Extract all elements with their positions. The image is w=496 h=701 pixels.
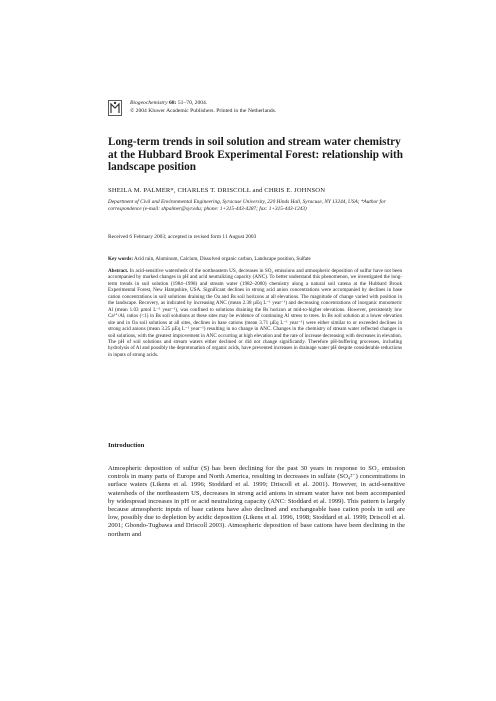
abstract-paragraph	[108, 268, 402, 358]
abstract-text: In acid-sensitive watersheds of the northeastern US, decreases in SO₂ emissions and atmospheric deposition of sulfur have not been accompanied by marked changes in pH and acid neutralizing capacity (ANC). To better understand this phenomenon, we investigated the long-term trends in soil solution (1984–1998) and stream water (1982–2000) chemistry along a natural soil catena at the Hubbard Brook Experimental Forest, New Hampshire, USA. Significant declines in strong acid anion concentrations were accompanied by declines in base cation concentrations in soil solutions draining the Oa and Bs soil horizons at all elevations. The magnitude of change varied with position in the landscape. Recovery, as indicated by increasing ANC (mean 2.38 µEq L⁻¹ year⁻¹) and decreasing concentrations of inorganic monomeric Al (mean 1.03 µmol L⁻¹ year⁻¹), was confined to solutions draining the Bs horizon at mid-to-higher elevations. However, persistently low Ca²⁺/Alᵢ ratios (<1) in Bs soil solutions at these sites may be evidence of continuing Al stress to trees. In Bs soil solution at a lower elevation site and in Oa soil solutions at all sites, declines in base cations (mean 3.71 µEq L⁻¹ year⁻¹) were either similar to or exceeded declines in strong acid anions (mean 3.25 µEq L⁻¹ year⁻¹) resulting in no change in ANC. Changes in the chemistry of stream water reflected changes in soil solutions, with the greatest improvement in ANC occurring at high elevation and the rate of increase decreasing with decreases in elevation. The pH of soil solutions and stream waters either declined or did not change significantly. Therefore pH-buffering processes, including hydrolysis of Al and possibly the deprotonation of organic acids, have prevented increases in drainage water pH despite considerable reductions in inputs of strong acids.	[108, 268, 403, 358]
article-authors: SHEILA M. PALMER*, CHARLES T. DRISCOLL and CHRIS E. JOHNSON	[108, 187, 326, 194]
journal-citation	[130, 100, 207, 107]
publisher-logo-icon	[108, 100, 122, 116]
journal-volume: 68:	[169, 100, 177, 106]
journal-pages: 51–70, 2004.	[177, 100, 208, 106]
abstract-label: Abstract.	[108, 268, 129, 274]
introduction-paragraph: Atmospheric deposition of sulfur (S) has been declining for the past 30 years in response to SO₂ emission controls in many parts of Europe and North America, resulting in decreases in sulfate (SO₄²⁻) concentrations in surface waters (Likens et al. 1996; Stoddard et al. 1999; Driscoll et al. 2001). However, in acid-sensitive watersheds of the northeastern US, decreases in strong acid anions in stream water have not been accompanied by widespread increases in pH or acid neutralizing capacity (ANC: Stoddard et al. 1999). This pattern is largely because atmospheric inputs of base cations have also declined and exchangeable base cation pools in soil are low, possibly due to depletion by acidic deposition (Likens et al. 1996, 1998; Stoddard et al. 1999; Driscoll et al. 2001; Gbondo-Tugbawa and Driscoll 2003). Atmospheric deposition of base cations have been declining in the northern and	[108, 465, 405, 538]
author-affiliation: Department of Civil and Environmental Engineering, Syracuse University, 220 Hinds Hall, Syracuse, NY 13244, USA; *Author for correspondence (e-mail: shpalmer@syr.edu; phone: 1+315-443-4287; fax: 1+315-443-1243)	[108, 199, 386, 212]
received-dates: Received 6 February 2003; accepted in revised form 11 August 2003	[108, 234, 257, 240]
article-title: Long-term trends in soil solution and stream water chemistry at the Hubbard Brook Experimental Forest: relationship with landscape position	[108, 136, 403, 173]
copyright-line: © 2004 Kluwer Academic Publishers. Printed in the Netherlands.	[130, 108, 277, 114]
section-heading-introduction: Introduction	[108, 442, 145, 449]
keywords-list: Acid rain, Aluminum, Calcium, Dissolved organic carbon, Landscape position, Sulfate	[134, 256, 311, 262]
journal-name: Biogeochemistry	[130, 100, 168, 106]
keywords-line	[108, 256, 404, 262]
keywords-label: Key words:	[108, 256, 134, 262]
